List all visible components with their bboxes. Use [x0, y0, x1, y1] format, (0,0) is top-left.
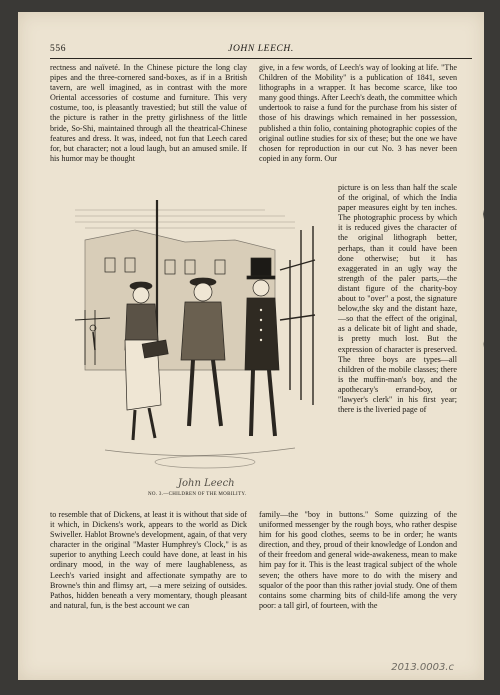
- text-column-left-bottom: [50, 510, 247, 611]
- text-column-right-bottom: [259, 510, 457, 611]
- paragraph: give, in a few words, of Leech's way of looking at life. "The Children of the Mobility" is a publication of 1841, seven lithographs in a wrapper. It has become scarce, like too many good things. After Leech's death, the committee which undertook to raise a fund for the purchase from his sister of those of his drawings which remained in her possession, published a thin folio, containing photographic copies of the original outline studies for six of these; but the one we have chosen for reproduction in our cut No. 3 has never been copied in any form. Our: [259, 63, 457, 163]
- running-title: JOHN LEECH.: [228, 44, 294, 54]
- paragraph: rectness and naïveté. In the Chinese picture the long clay pipes and the three-cornered sand-boxes, as if in a British tavern, are well imagined, as in contrast with the more Oriental accessories of costume and furniture. This very costume, too, is pleasantly travestied; but still the value of the picture is rather in the pretty girlishness of the little bride, So-Shi, maintained through all the theatrical-Chinese features and dress. It was, indeed, not fun that Leech cared for, but character; not a loud laugh, but an amused smile. If his humor may be thought: [50, 63, 247, 163]
- text-column-right-narrow: [338, 183, 457, 415]
- paragraph: to resemble that of Dickens, at least it is without that side of it which, in Dickens's work, appears to the world as Dick Swiveller. Hablot Browne's development, again, of that very character in the original "Master Humphrey's Clock," is as superior to anything Leech could have done, at least in his ordinary mood, in the way of mere laughableness, as Leech's varied insight and affectionate sympathy are to Browne's thin and flimsy art, —a mere seizing of outsides. Pathos, hidden beneath a very momentary, though pleasant and natural, fun, is the best account we can: [50, 510, 247, 610]
- paragraph: family—the "boy in buttons." Some quizzing of the uniformed messenger by the rough boys, who rather despise him for his good clothes, seems to be in order; he wants direction, and they, proud of their knowledge of London and of their freedom and general wide-awakeness, mean to make him pay for it. This is the least tragical subject of the whole seven; the others have more to do with the misery and squalor of the poor than this rather jovial study. One of them contains some charming bits of child-life among the very poor: a tall girl, of fourteen, with the: [259, 510, 457, 610]
- page-number: 556: [50, 44, 67, 54]
- text-column-right-top: [259, 63, 457, 164]
- accession-number: 2013.0003.c: [391, 662, 454, 673]
- page-header: [50, 44, 472, 59]
- text-column-left-top: [50, 63, 247, 164]
- artist-signature: John Leech: [178, 478, 235, 489]
- paragraph: picture is on less than half the scale of the original, of which the India paper measures eight by ten inches. The photographic process by which it is reduced gives the character of the original lithograph better, perhaps, than it could have been done otherwise; but it has exaggerated in an ugly way the strength of the paler parts,—the distant figure of the charity-boy about to "over" a post, the signature below,the sky and the distant haze,—so that the effect of the original, as a delicate bit of light and shade, is pretty much lost. But the expression of character is preserved. The three boys are types—all children of the mobile classes; there is the muffin-man's boy, and the apothecary's errand-boy, or "lawyer's clerk" in his first year; there is the liveried page of: [338, 183, 457, 415]
- figure-caption: NO. 3.—CHILDREN OF THE MOBILITY.: [148, 492, 247, 497]
- illustration-children-of-the-mobility: [65, 200, 333, 484]
- engraving-image: [65, 200, 333, 484]
